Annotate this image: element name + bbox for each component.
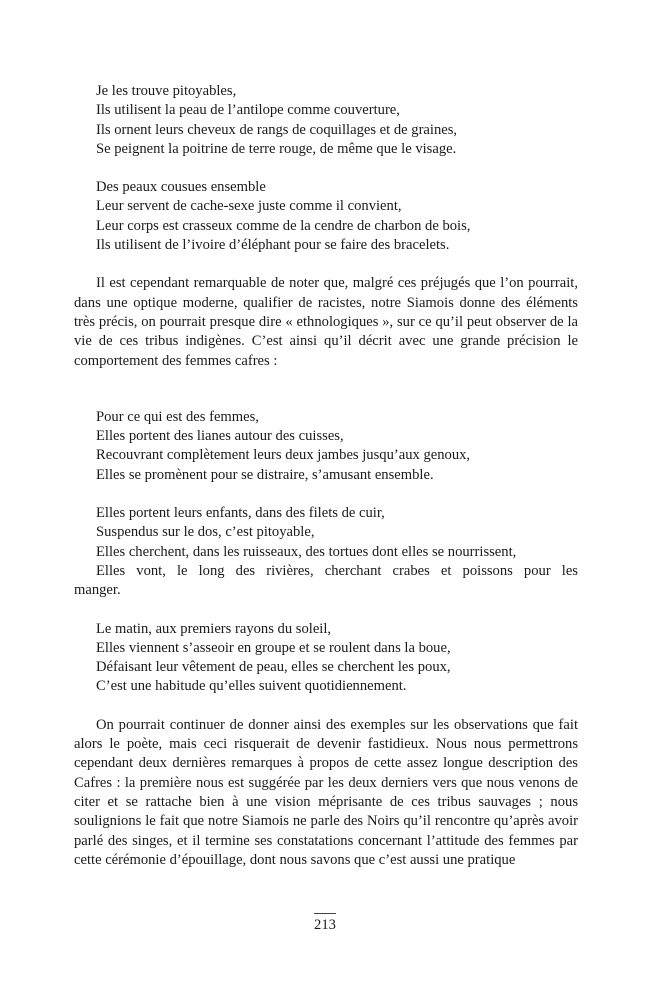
verse-line: Leur corps est crasseux comme de la cendre de charbon de bois,: [96, 217, 471, 234]
verse-line: Ils utilisent la peau de l’antilope comme couverture,: [96, 102, 400, 119]
verse-line: Des peaux cousues ensemble: [96, 179, 266, 196]
folio-rule: [314, 913, 336, 914]
verse-line: Elles se promènent pour se distraire, s’amusant ensemble.: [96, 466, 434, 483]
body-paragraph-2: On pourrait continuer de donner ainsi des exemples sur les observations que fait alors le poète, mais ceci risquerait de devenir fastidieux. Nous nous permettrons cependant deux dernières remarques à propos de cette assez longue description des Cafres : la première nous est suggérée par les deux derniers vers que nous venons de citer et se rattache bien à une vision méprisante de ces tribus sauvages ; nous soulignions le fait que notre Siamois ne parle des Noirs qu’il rencontre qu’après avoir parlé des singes, et il termine ses constatations concernant l’attitude des femmes par cette cérémonie d’épouillage, dont nous savons que c’est aussi une pratique: [74, 716, 578, 868]
poem-stanza-1: [74, 82, 578, 159]
verse-line-wrapped: Elles vont, le long des rivières, cherchant crabes et poissons pour les: [96, 562, 578, 579]
verse-line: Suspendus sur le dos, c’est pitoyable,: [96, 524, 315, 541]
verse-line: Ils ornent leurs cheveux de rangs de coquillages et de graines,: [96, 121, 458, 138]
verse-line: Recouvrant complètement leurs deux jambes jusqu’aux genoux,: [96, 447, 471, 464]
poem-stanza-4: [74, 504, 578, 600]
verse-line: C’est une habitude qu’elles suivent quotidiennement.: [96, 678, 407, 695]
verse-line: Ils utilisent de l’ivoire d’éléphant pour se faire des bracelets.: [96, 237, 450, 254]
page-body: [74, 82, 578, 870]
verse-line-continuation: manger.: [74, 582, 121, 599]
verse-line: Le matin, aux premiers rayons du soleil,: [96, 620, 332, 637]
poem-stanza-2: [74, 178, 578, 255]
verse-line: Défaisant leur vêtement de peau, elles se cherchent les poux,: [96, 659, 451, 676]
page-number: 213: [314, 917, 336, 933]
verse-line: Leur servent de cache-sexe juste comme il convient,: [96, 198, 402, 215]
poem-stanza-3: [74, 408, 578, 485]
page-footer: [0, 913, 650, 934]
verse-line: Elles cherchent, dans les ruisseaux, des tortues dont elles se nourrissent,: [96, 543, 517, 560]
verse-line: Elles portent des lianes autour des cuisses,: [96, 428, 344, 445]
verse-line: Elles portent leurs enfants, dans des filets de cuir,: [96, 505, 385, 522]
verse-line: Elles viennent s’asseoir en groupe et se roulent dans la boue,: [96, 639, 451, 656]
verse-line: Je les trouve pitoyables,: [96, 83, 237, 99]
body-paragraph-1: Il est cependant remarquable de noter que, malgré ces préjugés que l’on pourrait, dans une optique moderne, qualifier de racistes, notre Siamois donne des éléments très précis, on pourrait presque dire « ethnologiques », sur ce qu’il peut observer de la vie de ces tribus indigènes. C’est ainsi qu’il décrit avec une grande précision le comportement des femmes cafres :: [74, 275, 578, 369]
verse-line: Se peignent la poitrine de terre rouge, de même que le visage.: [96, 140, 457, 157]
poem-stanza-5: [74, 620, 578, 697]
verse-line: Pour ce qui est des femmes,: [96, 408, 259, 425]
